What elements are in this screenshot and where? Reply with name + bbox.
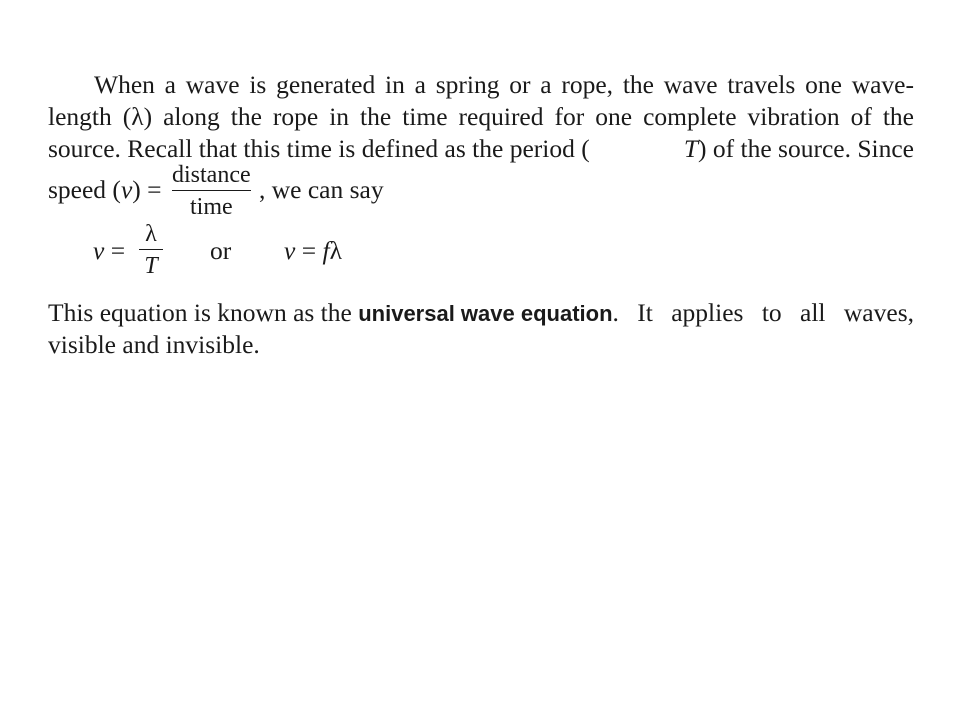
speed-definition-lhs: speed (v) = bbox=[48, 175, 162, 204]
lambda-over-T-fraction bbox=[139, 222, 163, 278]
equation-lhs bbox=[93, 236, 125, 266]
equals-sign: = bbox=[301, 236, 317, 265]
equation-rhs bbox=[284, 236, 342, 266]
frequency-symbol: f bbox=[322, 236, 330, 265]
paragraph2-line1-part-b: . It applies to all waves, bbox=[612, 298, 914, 327]
fraction-bar bbox=[139, 249, 163, 250]
paragraph2-line1 bbox=[48, 298, 914, 329]
speed-definition-tail: , we can say bbox=[259, 175, 384, 204]
paragraph1-line3 bbox=[48, 134, 914, 164]
or-connector: or bbox=[210, 236, 232, 265]
wavelength-symbol: λ bbox=[329, 236, 342, 265]
equals-sign: = bbox=[110, 236, 126, 265]
key-term: universal wave equation bbox=[358, 301, 613, 326]
speed-fraction bbox=[172, 163, 251, 219]
paragraph2-line2: visible and invisible. bbox=[48, 330, 260, 359]
period-symbol: T bbox=[683, 134, 699, 163]
speed-variable: v bbox=[120, 175, 133, 204]
fraction-numerator: distance bbox=[172, 162, 251, 188]
velocity-symbol: v bbox=[93, 236, 105, 265]
paragraph1-line3-part-a: source. Recall that this time is defined as the period ( bbox=[48, 134, 590, 163]
fraction-bar bbox=[172, 190, 251, 191]
fraction-numerator-lambda: λ bbox=[145, 221, 157, 247]
fraction-denominator-T: T bbox=[144, 253, 158, 279]
fraction-denominator: time bbox=[189, 194, 233, 220]
paragraph2-line1-part-a: This equation is known as the bbox=[48, 298, 359, 327]
paragraph1-line1: When a wave is generated in a spring or a rope, the wave travels one wave- bbox=[94, 70, 914, 99]
paragraph1-line2: length (λ) along the rope in the time required for one complete vibration of the bbox=[48, 102, 914, 131]
velocity-symbol: v bbox=[284, 236, 296, 265]
paragraph1-line3-part-b: ) of the source. Since bbox=[698, 134, 914, 163]
